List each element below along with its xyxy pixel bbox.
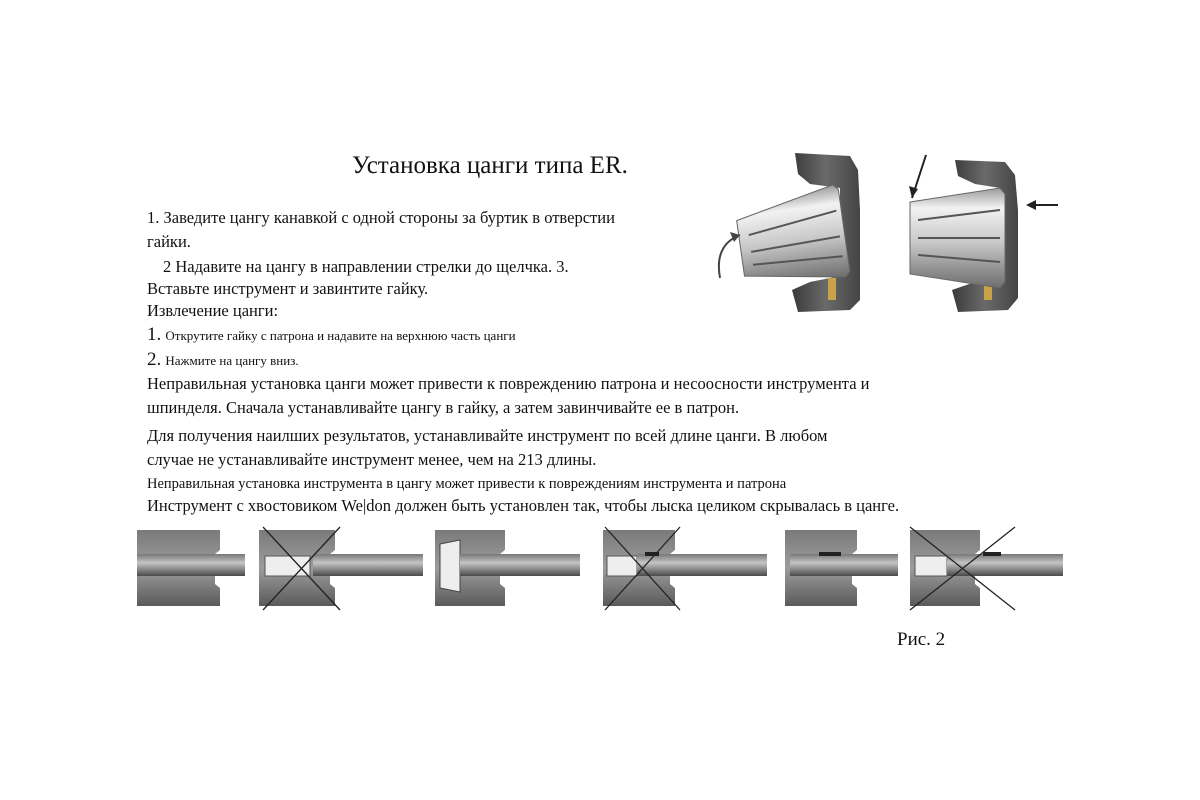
- example-correct-3: [785, 530, 898, 606]
- collet-seated-right: [910, 188, 1005, 288]
- example-incorrect-2: [603, 527, 767, 610]
- install-step-1a: 1. Заведите цангу канавкой с одной стороны за буртик в отверстии: [147, 208, 615, 227]
- removal-step-1: [147, 325, 516, 344]
- install-step-1b: гайки.: [147, 232, 191, 251]
- example-correct-1: [137, 530, 245, 606]
- tool-installation-examples: [135, 522, 1065, 617]
- page-title: Установка цанги типа ER.: [352, 152, 628, 179]
- collet-tilted-left: [734, 184, 851, 291]
- removal-step-2-text: Нажмите на цангу вниз.: [165, 353, 299, 368]
- collet-installation-illustration: [700, 150, 1060, 320]
- example-incorrect-1: [259, 527, 423, 610]
- figure-caption: Рис. 2: [897, 629, 946, 650]
- tip-b: случае не устанавливайте инструмент менее, чем на 213 длины.: [147, 450, 597, 469]
- removal-step-2-number: 2.: [147, 349, 162, 370]
- tip-a: Для получения наилших результатов, устанавливайте инструмент по всей длине цанги. В любом: [147, 426, 828, 445]
- install-step-2b: Вставьте инструмент и завинтите гайку.: [147, 279, 429, 298]
- side-arrow-head-icon: [1026, 200, 1036, 210]
- removal-step-1-number: 1.: [147, 324, 162, 345]
- warning-2: Неправильная установка инструмента в цангу может привести к повреждениям инструмента и патрона: [147, 476, 787, 492]
- removal-step-2: [147, 350, 299, 369]
- warning-1a: Неправильная установка цанги может привести к повреждению патрона и несоосности инструмента и: [147, 374, 870, 393]
- removal-step-1-text: Открутите гайку с патрона и надавите на верхнюю часть цанги: [165, 328, 516, 343]
- example-incorrect-3: [910, 527, 1063, 610]
- curved-arrow-icon: [719, 235, 740, 278]
- warning-1b: шпинделя. Сначала устанавливайте цангу в гайку, а затем завинчивайте ее в патрон.: [147, 398, 740, 417]
- weldon-note: Инструмент с хвостовиком We|don должен быть установлен так, чтобы лыска целиком скрывалась в цанге.: [147, 496, 900, 515]
- install-step-2a: 2 Надавите на цангу в направлении стрелки до щелчка. 3.: [163, 257, 569, 276]
- removal-heading: Извлечение цанги:: [147, 301, 279, 320]
- example-correct-2: [435, 530, 580, 606]
